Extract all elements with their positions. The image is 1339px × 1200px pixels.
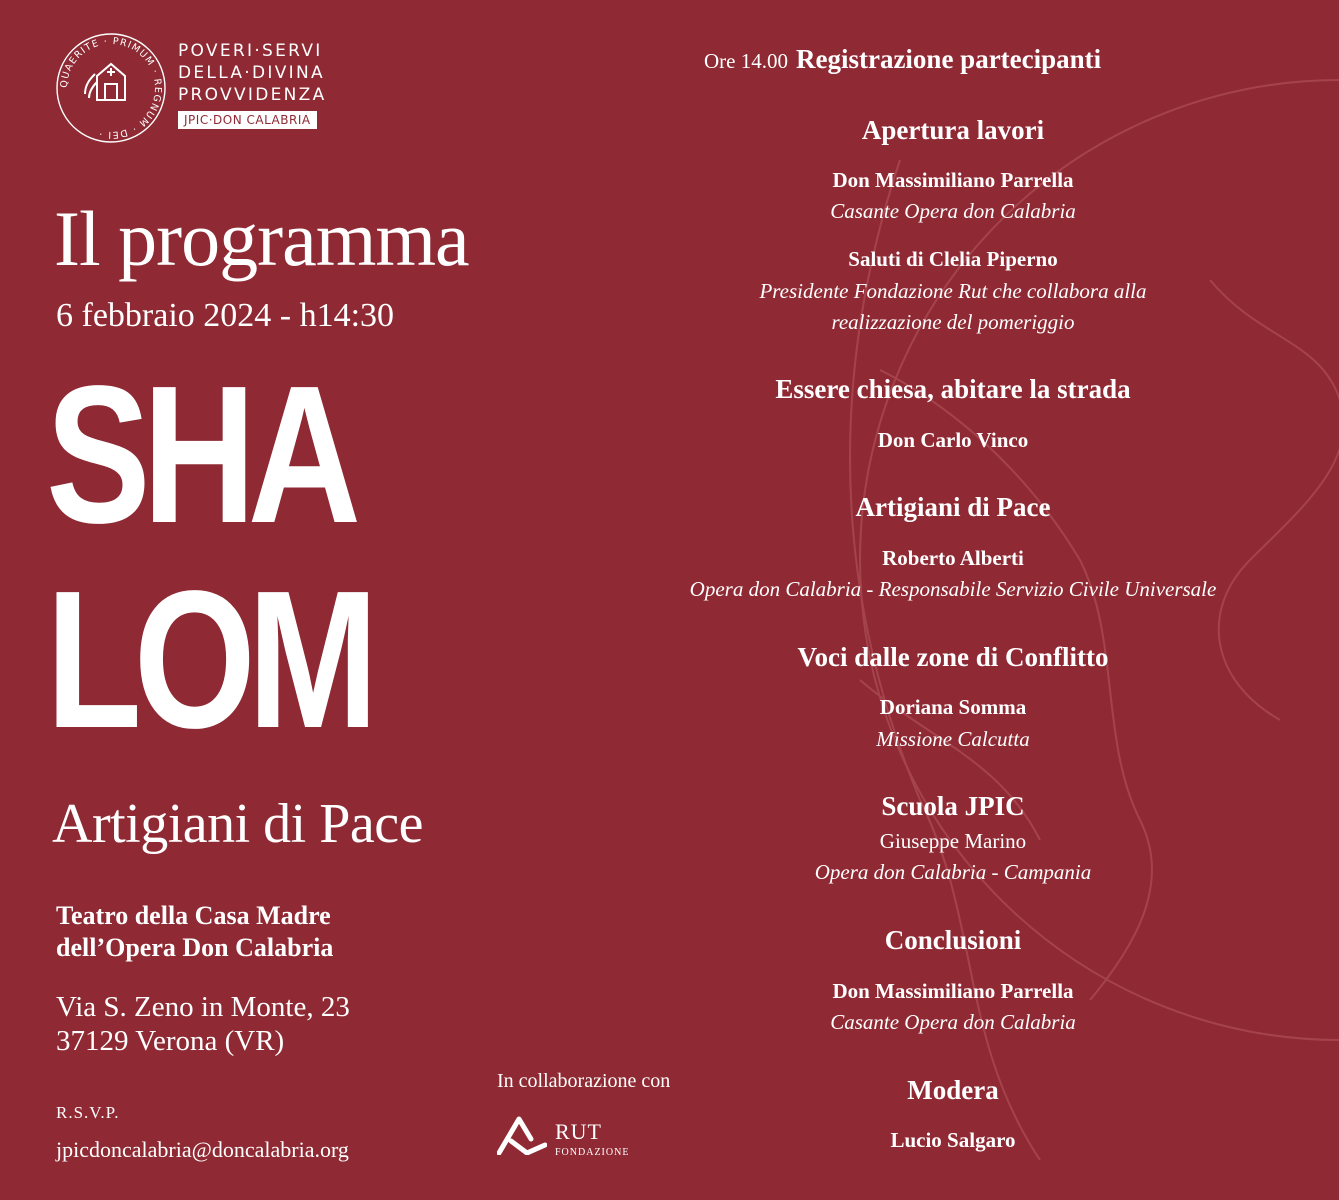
organization-name [178,40,327,130]
speaker-role: realizzazione del pomeriggio [831,310,1075,334]
org-line-3: PROVVIDENZA [178,85,327,105]
partner-subtitle: FONDAZIONE [555,1147,630,1158]
registration-row [704,44,1101,75]
section-title: Scuola JPIC [881,791,1025,821]
event-date: 6 febbraio 2024 - h14:30 [56,297,395,334]
section-title: Artigiani di Pace [855,492,1051,522]
speaker-role: Casante Opera don Calabria [830,1010,1076,1034]
collaboration-label: In collaborazione con [497,1070,671,1092]
svg-text:QUAERITE · PRIMUM · REGNUM · D [59,36,163,140]
rsvp-label: R.S.V.P. [56,1103,120,1122]
speaker-role: Casante Opera don Calabria [830,199,1076,223]
speaker-name: Giuseppe Marino [879,829,1027,853]
registration-time: Ore 14.00 [704,49,788,73]
event-name-line-1: SHA [46,345,354,564]
speaker-name: Roberto Alberti [882,546,1024,570]
venue-line-1: Teatro della Casa Madre [56,901,331,930]
org-badge: JPIC·DON CALABRIA [178,111,317,129]
seal-text: QUAERITE · PRIMUM · REGNUM · DEI · [58,35,164,141]
section-title: Voci dalle zone di Conflitto [797,642,1109,672]
speaker-name: Lucio Salgaro [890,1128,1016,1152]
partner-name: RUT [555,1119,602,1144]
speaker-name: Don Massimiliano Parrella [832,979,1074,1003]
organization-logo [55,32,355,152]
org-line-2: DELLA·DIVINA [178,63,325,83]
section-title: Conclusioni [884,925,1022,955]
address-line-1: Via S. Zeno in Monte, 23 [56,991,350,1023]
org-line-1: POVERI·SERVI [178,41,323,61]
page-title: Il programma [54,195,469,282]
speaker-name: Doriana Somma [879,695,1027,719]
speaker-role: Opera don Calabria - Responsabile Servizio Civile Universale [689,577,1217,601]
event-subtitle: Artigiani di Pace [52,793,423,855]
rsvp-email-link[interactable]: jpicdoncalabria@doncalabria.org [56,1137,349,1162]
rut-mark-icon [497,1115,547,1155]
venue-name [56,900,333,964]
venue-address [56,990,350,1058]
seal-icon [55,32,167,144]
venue-line-2: dell’Opera Don Calabria [56,933,334,962]
section-title: Modera [907,1075,999,1105]
speaker-name: Don Massimiliano Parrella [832,168,1074,192]
speaker-role: Presidente Fondazione Rut che collabora alla [759,279,1147,303]
speaker-role: Opera don Calabria - Campania [814,860,1092,884]
speaker-name: Saluti di Clelia Piperno [848,247,1058,271]
section-title: Apertura lavori [861,115,1045,145]
event-name-line-2: LOM [46,550,371,769]
registration-label: Registrazione partecipanti [795,44,1102,74]
program-schedule [610,0,1296,1200]
section-title: Essere chiesa, abitare la strada [775,374,1131,404]
speaker-role: Missione Calcutta [876,727,1030,751]
address-line-2: 37129 Verona (VR) [56,1025,285,1057]
speaker-name: Don Carlo Vinco [877,428,1029,452]
